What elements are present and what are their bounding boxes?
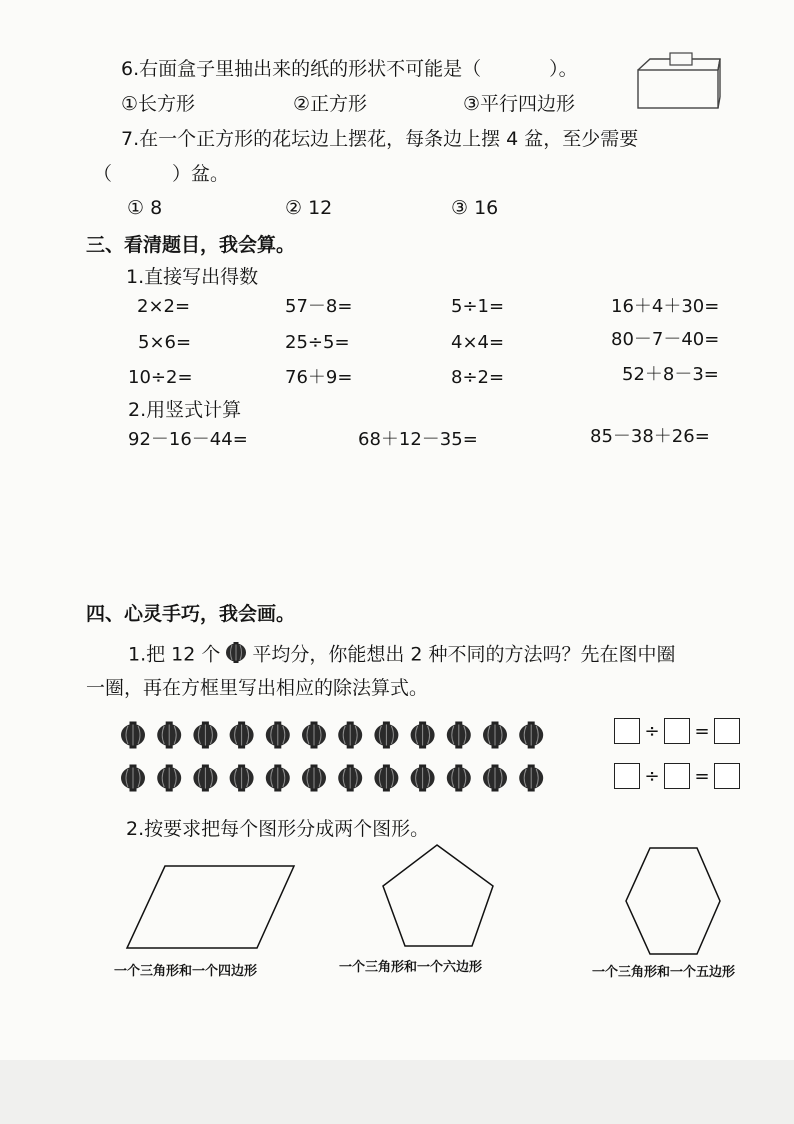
oral-item: 57－8= [285, 296, 353, 317]
q6-option-2[interactable]: ②正方形 [293, 93, 368, 115]
vertical-item: 68＋12－35= [358, 429, 478, 450]
oral-item: 8÷2= [451, 367, 505, 388]
hexagon-shape[interactable] [626, 848, 720, 954]
q7-option-1[interactable]: ① 8 [127, 197, 163, 219]
section4-q1-line2: 一圈，再在方框里写出相应的除法算式。 [86, 677, 429, 699]
oral-item: 10÷2= [128, 367, 193, 388]
oral-item: 25÷5= [285, 332, 350, 353]
shape-label-3: 一个三角形和一个五边形 [592, 965, 736, 980]
oral-item: 5×6= [138, 332, 192, 353]
q1-text-b: 平均分，你能想出 2 种不同的方法吗？先在图中圈 [252, 643, 676, 666]
oral-item: 80－7－40= [611, 329, 720, 350]
section4-q2: 2.按要求把每个图形分成两个图形。 [126, 818, 430, 840]
section3-sub1: 1.直接写出得数 [126, 266, 259, 288]
oral-item: 52＋8－3= [622, 364, 719, 385]
vertical-item: 92－16－44= [128, 429, 248, 450]
q6-option-3[interactable]: ③平行四边形 [463, 93, 576, 115]
q7-option-3[interactable]: ③ 16 [451, 197, 499, 219]
oral-item: 16＋4＋30= [611, 296, 720, 317]
q7-paren-open: （ [93, 163, 113, 185]
section3-title: 三、看清题目，我会算。 [86, 234, 296, 256]
oral-item: 2×2= [137, 296, 191, 317]
equals-sign: = [694, 765, 710, 787]
oral-item: 5÷1= [451, 296, 505, 317]
q6-stem-end: ）。 [549, 58, 578, 80]
parallelogram-shape[interactable] [127, 866, 294, 948]
section3-sub2: 2.用竖式计算 [128, 399, 242, 421]
vertical-item: 85－38＋26= [590, 426, 710, 447]
q6-option-1[interactable]: ①长方形 [121, 93, 196, 115]
q7-paren-close: ）盆。 [172, 163, 230, 185]
shape-label-1: 一个三角形和一个四边形 [114, 964, 258, 979]
section4-title: 四、心灵手巧，我会画。 [86, 603, 296, 625]
oral-item: 76＋9= [285, 367, 353, 388]
division-sign: ÷ [644, 765, 660, 787]
shape-label-2: 一个三角形和一个六边形 [339, 960, 483, 975]
q7-stem-line1: 7.在一个正方形的花坛边上摆花，每条边上摆 4 盆，至少需要 [121, 128, 639, 150]
equals-sign: = [694, 720, 710, 742]
q1-text-a: 1.把 12 个 [128, 643, 221, 666]
q6-stem-text: 6.右面盒子里抽出来的纸的形状不可能是（ [121, 58, 482, 80]
oral-item: 4×4= [451, 332, 505, 353]
division-sign: ÷ [644, 720, 660, 742]
pentagon-shape[interactable] [383, 845, 493, 946]
q7-option-2[interactable]: ② 12 [285, 197, 333, 219]
